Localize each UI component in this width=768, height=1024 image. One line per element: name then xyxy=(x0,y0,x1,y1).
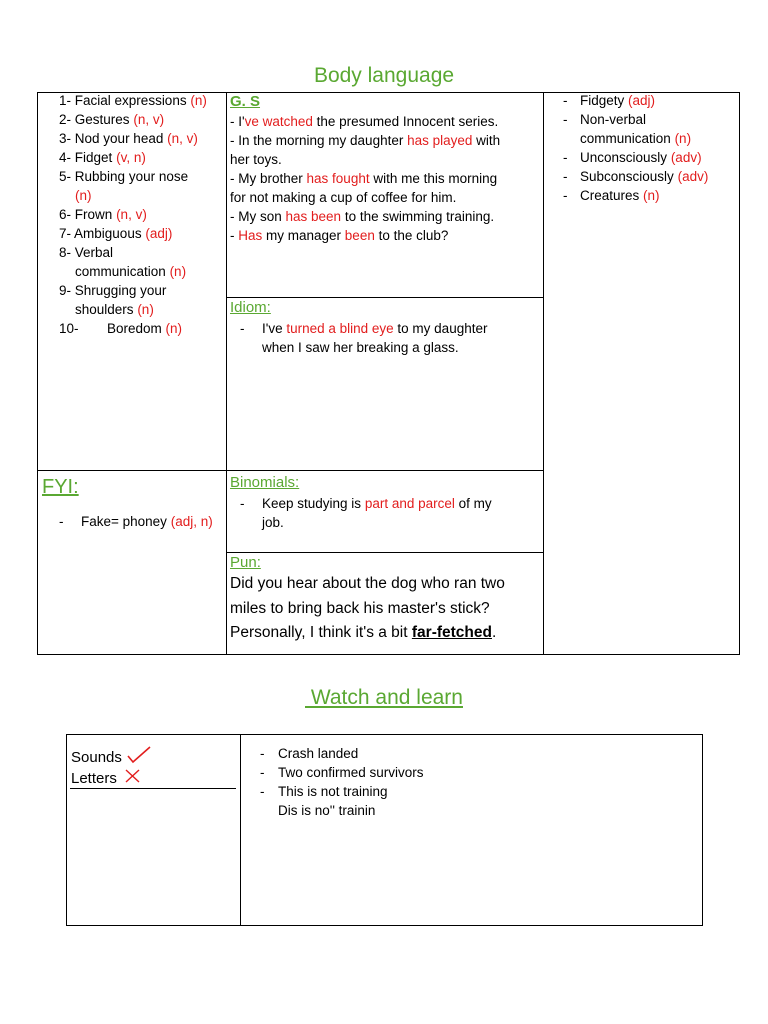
list-item: 8- Verbal xyxy=(59,245,114,260)
section-title-watch-and-learn: Watch and learn xyxy=(305,686,463,709)
list-item: 9- Shrugging your xyxy=(59,283,167,298)
list-item: 5- Rubbing your nose xyxy=(59,169,189,184)
vocab-list xyxy=(59,91,207,338)
list-item: 6- Frown (n, v) xyxy=(59,207,147,222)
list-item: - Two confirmed survivors xyxy=(260,765,424,780)
idiom-example: - I've turned a blind eye to my daughter when I saw her breaking a glass. xyxy=(240,321,488,355)
fyi-heading: FYI: xyxy=(42,476,79,498)
idiom-heading: Idiom: xyxy=(230,299,271,316)
check-icon xyxy=(126,746,152,764)
sounds-letters xyxy=(71,746,152,789)
gs-heading: G. S xyxy=(230,93,261,110)
list-item: 10- Boredom (n) xyxy=(59,321,183,336)
vocab-list-right xyxy=(563,91,708,205)
fyi-item: - Fake= phoney (adj, n) xyxy=(59,514,213,529)
cross-icon xyxy=(121,768,143,784)
list-item: - Non-verbal xyxy=(563,112,647,127)
list-item: (n) xyxy=(75,188,92,203)
list-item: - Subconsciously (adv) xyxy=(563,169,709,184)
list-item: 7- Ambiguous (adj) xyxy=(59,226,173,241)
gs-examples: - I've watched the presumed Innocent series. - In the morning my daughter has played with her toys. - My brother has fought with me this morning for not making a cup of coffee for him. - My son has been to the swimming training. - Has my manager been to the club? xyxy=(230,114,501,243)
list-item: - Unconsciously (adv) xyxy=(563,150,702,165)
list-item: - This is not training xyxy=(260,784,388,799)
list-item: 2- Gestures (n, v) xyxy=(59,112,165,127)
list-item: Dis is no'' trainin xyxy=(278,803,376,818)
binomials-example: - Keep studying is part and parcel of my job. xyxy=(240,496,492,530)
pun-heading: Pun: xyxy=(230,554,261,571)
list-item: 4- Fidget (v, n) xyxy=(59,150,146,165)
list-item: - Crash landed xyxy=(260,746,359,761)
page-title-body-language: Body language xyxy=(313,64,455,87)
list-item: communication (n) xyxy=(75,264,187,279)
list-item: communication (n) xyxy=(580,131,692,146)
sounds-label: Sounds xyxy=(71,749,122,766)
watch-list xyxy=(260,744,424,820)
binomials-heading: Binomials: xyxy=(230,474,300,491)
list-item: shoulders (n) xyxy=(75,302,154,317)
list-item: - Creatures (n) xyxy=(563,188,660,203)
list-item: 3- Nod your head (n, v) xyxy=(59,131,198,146)
list-item: 1- Facial expressions (n) xyxy=(59,93,207,108)
letters-label: Letters xyxy=(71,770,117,787)
pun-text: Did you hear about the dog who ran two miles to bring back his master's stick? Personally, I think it's a bit far-fetched. xyxy=(230,575,505,641)
list-item: - Fidgety (adj) xyxy=(563,93,656,108)
